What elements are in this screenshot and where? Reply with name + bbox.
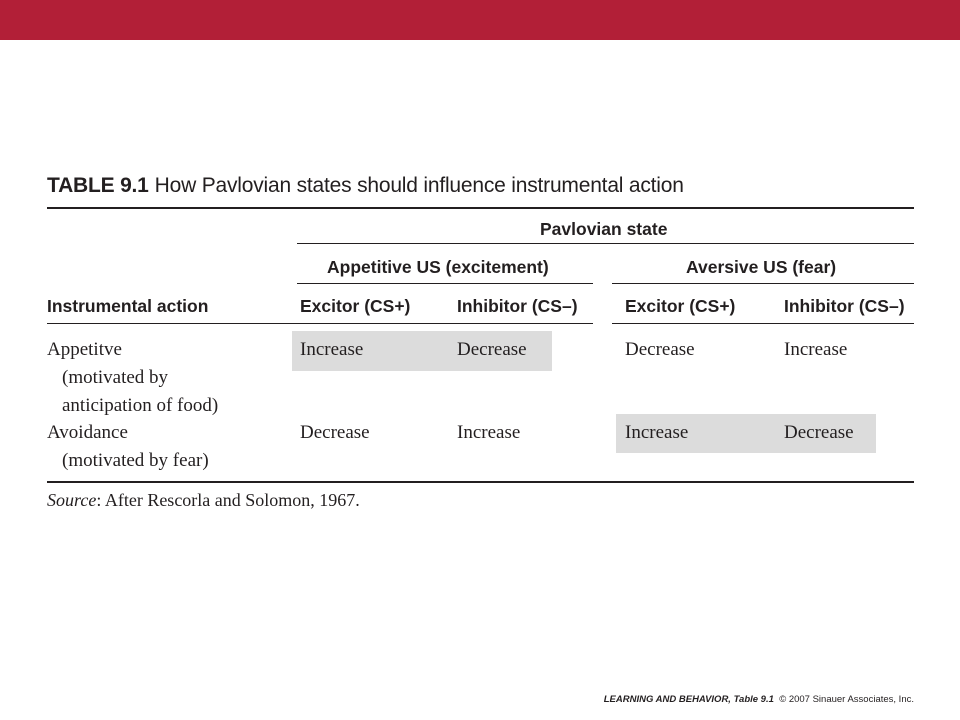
group-header: Pavlovian state: [540, 219, 668, 239]
table-source: [47, 490, 360, 511]
column-header: Excitor (CS+): [300, 296, 411, 316]
source-text: : After Rescorla and Solomon, 1967.: [96, 490, 360, 510]
column-header: Inhibitor (CS–): [784, 296, 905, 316]
table-cell: Decrease: [300, 422, 370, 443]
top-rule: [47, 207, 914, 209]
subgroup-header-appetitive: Appetitive US (excitement): [327, 257, 549, 277]
row-label-detail: anticipation of food): [62, 395, 219, 416]
column-header: Excitor (CS+): [625, 296, 736, 316]
top-banner: [0, 0, 960, 40]
table-cell: Decrease: [625, 339, 695, 360]
column-header: Inhibitor (CS–): [457, 296, 578, 316]
row-header: Instrumental action: [47, 296, 209, 316]
table-number: TABLE 9.1: [47, 174, 149, 197]
header-bottom-rule-left: [47, 323, 593, 324]
bottom-rule: [47, 481, 914, 483]
table-cell: Increase: [457, 422, 521, 443]
row-label: Avoidance: [47, 422, 128, 443]
table-cell: Decrease: [457, 339, 527, 360]
group-header-rule: [297, 243, 914, 244]
slide-footer: [604, 694, 914, 705]
footer-copyright: © 2007 Sinauer Associates, Inc.: [779, 694, 914, 705]
subgroup-header-aversive: Aversive US (fear): [686, 257, 837, 277]
row-label-detail: (motivated by: [62, 367, 169, 388]
table-caption: How Pavlovian states should influence instrumental action: [154, 174, 684, 197]
footer-book: LEARNING AND BEHAVIOR, Table 9.1: [603, 694, 774, 705]
table-cell: Increase: [625, 422, 689, 443]
row-label-detail: (motivated by fear): [62, 450, 209, 471]
aversive-subgroup-rule: [612, 283, 914, 284]
table-cell: Decrease: [784, 422, 854, 443]
source-label: Source: [47, 490, 97, 510]
appetitive-subgroup-rule: [297, 283, 593, 284]
table-cell: Increase: [784, 339, 848, 360]
header-bottom-rule-right: [612, 323, 914, 324]
table-title: [47, 174, 684, 198]
row-label: Appetitve: [47, 339, 122, 360]
table-cell: Increase: [300, 339, 364, 360]
